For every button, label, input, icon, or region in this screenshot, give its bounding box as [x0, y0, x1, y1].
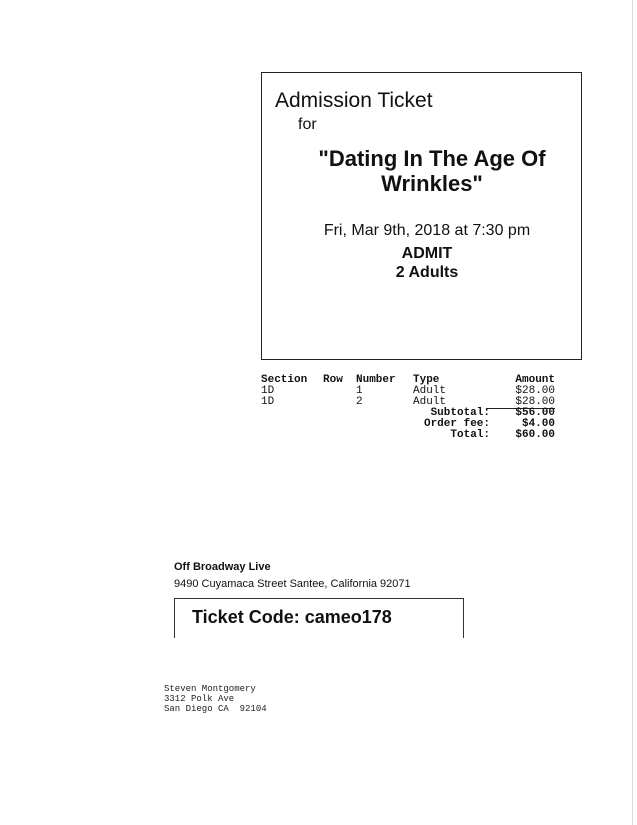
venue-address: 9490 Cuyamaca Street Santee, California 92071	[174, 578, 411, 590]
seat-type: Adult	[413, 396, 447, 408]
subtotal-value: $56.00	[515, 407, 555, 419]
show-title: "Dating In The Age Of Wrinkles"	[318, 146, 546, 196]
seat-type: Adult	[413, 385, 447, 397]
seat-number: 2	[356, 396, 363, 408]
ticket-for-label: for	[298, 116, 317, 133]
recipient-city: San Diego CA 92104	[164, 704, 267, 714]
ticket-code: Ticket Code: cameo178	[192, 607, 392, 627]
admit-info	[272, 244, 582, 282]
recipient-name: Steven Montgomery	[164, 684, 256, 694]
total-value: $60.00	[515, 429, 555, 441]
seat-section: 1D	[261, 385, 275, 397]
show-date-time: Fri, Mar 9th, 2018 at 7:30 pm	[323, 222, 531, 239]
seat-number: 1	[356, 385, 363, 397]
seat-section: 1D	[261, 396, 275, 408]
header-row: Row	[323, 374, 343, 386]
total-label: Total:	[450, 429, 490, 441]
admit-label: ADMIT	[401, 245, 453, 262]
seat-amount: $28.00	[486, 397, 555, 409]
header-type: Type	[413, 374, 440, 386]
header-amount: Amount	[515, 374, 555, 386]
seat-amount: $28.00	[515, 385, 555, 397]
order-fee-label: Order fee:	[423, 418, 490, 430]
recipient-street: 3312 Polk Ave	[164, 694, 235, 704]
order-fee-value: $4.00	[521, 418, 555, 430]
page-edge	[632, 0, 633, 825]
header-section: Section	[261, 374, 308, 386]
ticket-heading: Admission Ticket	[275, 89, 433, 112]
ticket-code-box	[174, 598, 464, 638]
header-number: Number	[356, 374, 396, 386]
admit-count: 2 Adults	[395, 264, 459, 281]
subtotal-label: Subtotal:	[430, 407, 490, 419]
admission-ticket-box	[261, 72, 582, 360]
mailing-address	[164, 684, 267, 714]
venue-name: Off Broadway Live	[174, 561, 271, 573]
